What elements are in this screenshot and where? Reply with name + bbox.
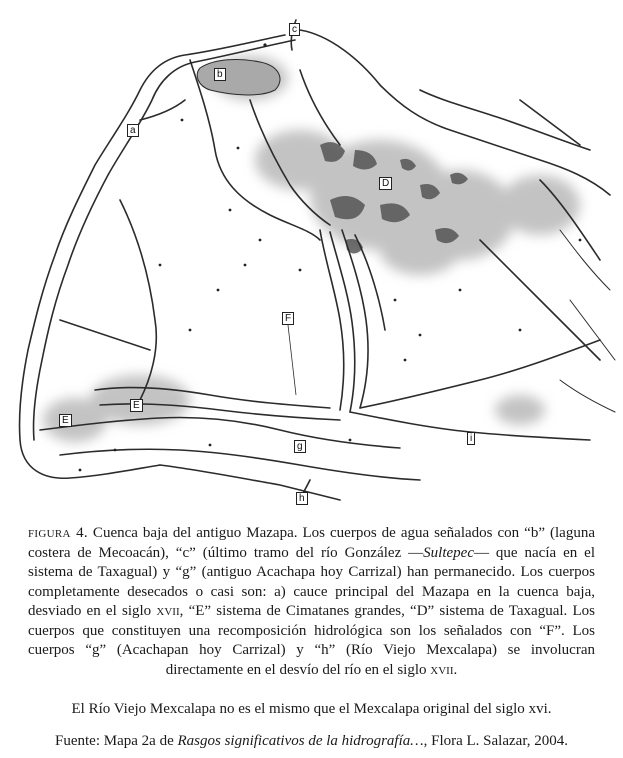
- label-h: h: [296, 492, 308, 505]
- shaded-areas: [43, 56, 580, 442]
- caption-century-2: xvii: [430, 661, 454, 678]
- note-century: xvi: [528, 701, 548, 717]
- lagoon-b-outline: [197, 60, 280, 95]
- source-prefix: Fuente: Mapa 2a de: [55, 733, 178, 749]
- label-e-lower: E: [59, 414, 72, 427]
- label-e-upper: E: [130, 399, 143, 412]
- leader-line-f: [288, 325, 296, 395]
- caption-italic-sultepec: Sultepec: [423, 544, 474, 561]
- caption-century-1: xvii: [156, 603, 180, 619]
- label-b: b: [214, 68, 226, 81]
- caption-text-2: — que nacía en el sistema de Taxagual) y “g” (antiguo Acachapa hoy Carrizal) han permanecido. Los cuerpos completamente desecados o casi son: a) cauce principal del Mazapa en la cuenca baja, desviado en el siglo: [28, 544, 596, 619]
- source-line: [0, 733, 623, 750]
- figure-caption: [28, 524, 595, 680]
- source-suffix: , Flora L. Salazar, 2004.: [423, 733, 568, 749]
- label-d: D: [379, 177, 392, 190]
- caption-text-1: Cuenca baja del antiguo Mazapa. Los cuerpos de agua señalados con “b” (laguna costera de Mecoacán), “c” (último tramo del río González —: [28, 525, 595, 561]
- label-a: a: [127, 124, 139, 137]
- caption-text-3: , “E” sistema de Cimatanes grandes, “D” sistema de Taxagual. Los cuerpos que constituyen una recomposición hidrológica son los señalados con “F”. Los cuerpos “g” (Acachapan hoy Carrizal) y “h” (Río Viejo Mexcalapa) se involucran directamente en el desvío del río en el siglo: [28, 603, 595, 678]
- note-text-2: .: [547, 701, 552, 717]
- label-i: i: [467, 432, 475, 445]
- note-line: [0, 701, 623, 718]
- label-g: g: [294, 440, 306, 453]
- label-f: F: [282, 312, 294, 325]
- note-text-1: El Río Viejo Mexcalapa no es el mismo que el Mexcalapa original del siglo: [71, 701, 529, 717]
- source-title: Rasgos significativos de la hidrografía…: [177, 733, 424, 749]
- figure-label: figura 4.: [28, 525, 88, 541]
- caption-text-4: .: [453, 661, 458, 678]
- label-c: c: [289, 23, 300, 36]
- river-network: [19, 20, 615, 505]
